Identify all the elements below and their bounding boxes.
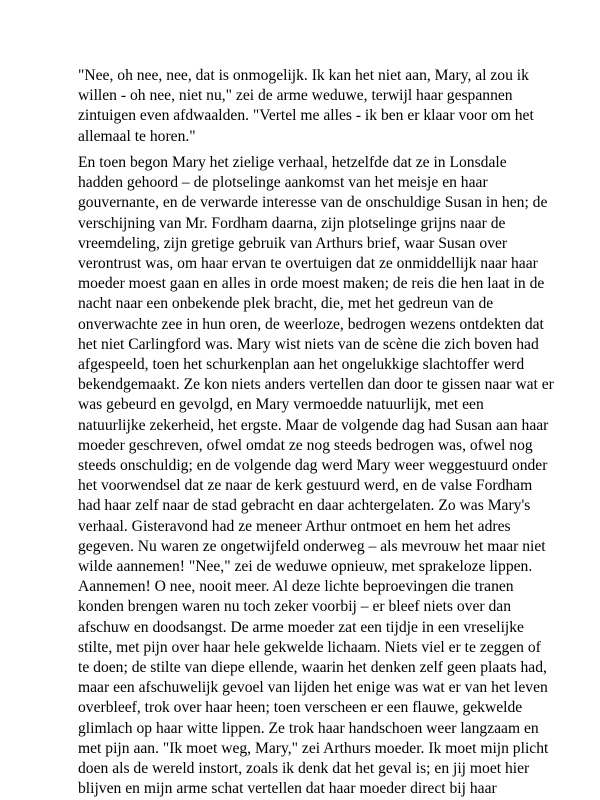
text-line: moeder moest gaan en alles in orde moest maken; de reis die hen laat in de: [78, 275, 545, 293]
text-line: het niet Carlingford was. Mary wist niets van de scène die zich boven had: [78, 335, 539, 353]
text-line: steeds onschuldig; en de volgende dag werd Mary weer weggestuurd onder: [78, 457, 548, 475]
text-line: gouvernante, en de verwarde interesse van de onschuldige Susan in hen; de: [78, 194, 548, 212]
text-line: "Nee, oh nee, nee, dat is onmogelijk. Ik kan het niet aan, Mary, al zou ik: [78, 67, 529, 84]
text-line: nacht naar een onbekende plek bracht, die, met het gedreun van de: [78, 295, 494, 313]
text-line: overbleef, trok over haar heen; toen verscheen er een flauwe, gekwelde: [78, 699, 523, 717]
text-line: het voorwendsel dat ze naar de kerk gestuurd werd, en de valse Fordham: [78, 477, 533, 495]
text-line: stilte, met pijn over haar hele gekwelde lichaam. Niets viel er te zeggen of: [78, 638, 541, 656]
paragraph-2: [78, 153, 554, 800]
paragraph-1: [78, 66, 540, 147]
text-line: had haar zelf naar de stad gebracht en daar achtergelaten. Zo was Mary's: [78, 497, 531, 515]
text-line: hadden gehoord – de plotselinge aankomst van het meisje en haar: [78, 174, 488, 192]
text-line: was gebeurd en gevolgd, en Mary vermoedde natuurlijk, met een: [78, 396, 484, 414]
text-line: maar een afschuwelijk gevoel van lijden het enige was wat er van het leven: [78, 679, 548, 697]
text-line: Aannemen! O nee, nooit meer. Al deze lichte beproevingen die tranen: [78, 578, 514, 596]
text-line: natuurlijke zekerheid, het ergste. Maar de volgende dag had Susan aan haar: [78, 416, 549, 434]
text-line: gegeven. Nu waren ze ongetwijfeld onderweg – als mevrouw het maar niet: [78, 537, 546, 555]
text-line: verhaal. Gisteravond had ze meneer Arthur ontmoet en hem het adres: [78, 517, 511, 535]
text-line: zintuigen even afdwaalden. "Vertel me alles - ik ben er klaar voor om het: [78, 107, 534, 125]
text-line: doen als de wereld instort, zoals ik denk dat het geval is; en jij moet hier: [78, 760, 530, 778]
text-line: afschuw en doodsangst. De arme moeder zat een tijdje in een vreselijke: [78, 618, 524, 636]
text-line: glimlach op haar witte lippen. Ze trok haar handschoen weer langzaam en: [78, 719, 539, 737]
text-line: En toen begon Mary het zielige verhaal, hetzelfde dat ze in Lonsdale: [78, 154, 507, 171]
text-line: blijven en mijn arme schat vertellen dat haar moeder direct bij haar: [78, 780, 497, 798]
text-line: onverwachte zee in hun oren, de weerloze, bedrogen wezens ontdekten dat: [78, 315, 544, 333]
text-line: vreemdeling, zijn gretige gebruik van Arthurs brief, waar Susan over: [78, 234, 508, 252]
text-line: afgespeeld, toen het schurkenplan aan het ongelukkige slachtoffer werd: [78, 356, 525, 374]
text-line: konden brengen waren nu toch zeker voorbij – er bleef niets over dan: [78, 598, 511, 616]
text-line: moeder geschreven, ofwel omdat ze nog steeds bedrogen was, ofwel nog: [78, 436, 533, 454]
text-line: verontrust was, om haar ervan te overtuigen dat ze onmiddellijk naar haar: [78, 255, 538, 273]
text-line: willen - oh nee, niet nu," zei de arme weduwe, terwijl haar gespannen: [78, 87, 513, 105]
text-line: te doen; de stilte van diepe ellende, waarin het denken zelf geen plaats had,: [78, 659, 547, 677]
text-line: verschijning van Mr. Fordham daarna, zijn plotselinge grijns naar de: [78, 214, 506, 232]
text-line: met pijn aan. "Ik moet weg, Mary," zei Arthurs moeder. Ik moet mijn plicht: [78, 739, 549, 757]
text-line: bekendgemaakt. Ze kon niets anders vertellen dan door te gissen naar wat er: [78, 376, 554, 394]
text-line: wilde aannemen! "Nee," zei de weduwe opnieuw, met sprakeloze lippen.: [78, 558, 533, 576]
text-line: allemaal te horen.": [78, 127, 196, 145]
